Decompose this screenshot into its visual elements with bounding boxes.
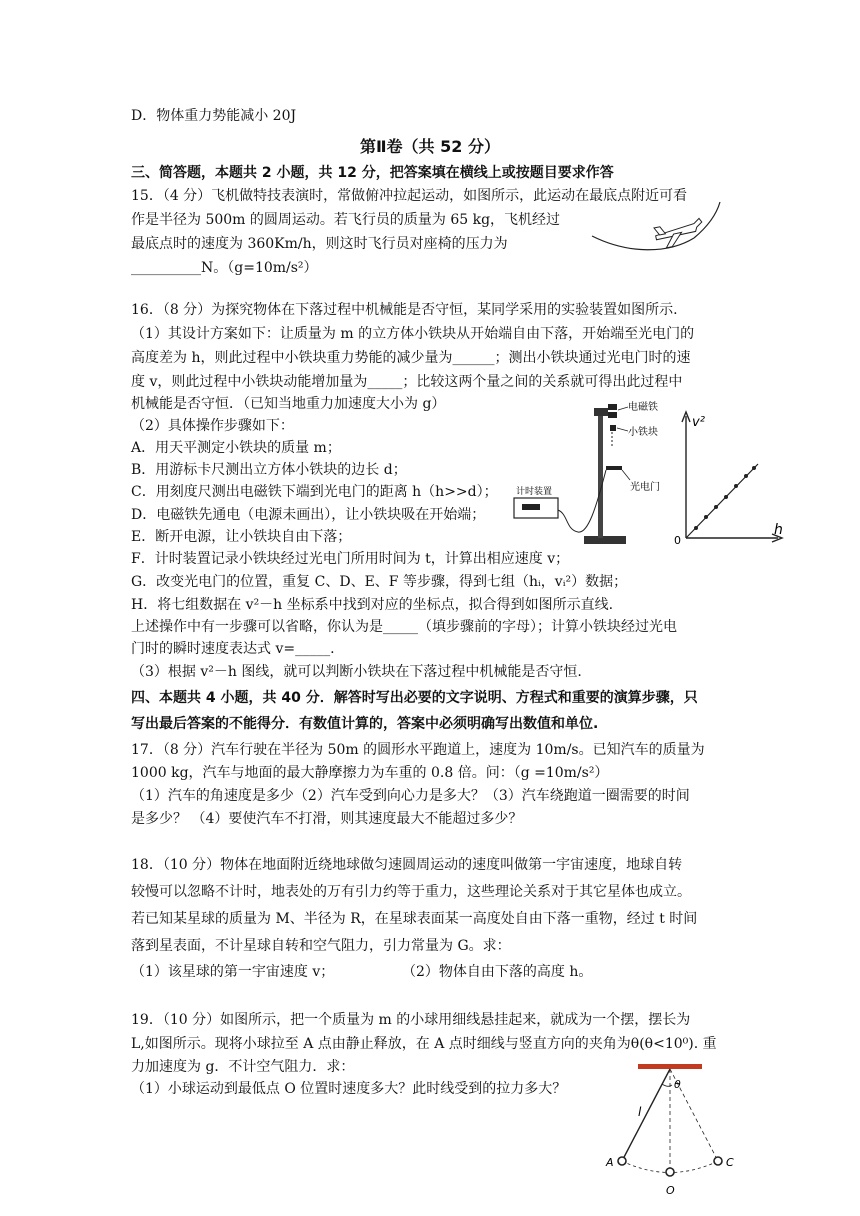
- q16-line9: （3）根据 v²－h 图线，就可以判断小铁块在下落过程中机械能是否守恒.: [131, 664, 582, 680]
- iron-block-label: 小铁块: [628, 427, 658, 438]
- part3-heading: 三、简答题，本题共 2 小题，共 12 分，把答案填在横线上或按题目要求作答: [131, 165, 614, 181]
- q16-line7: 上述操作中有一步骤可以省略，你认为是_____（填步骤前的字母）；计算小铁块经过光电: [131, 619, 677, 635]
- graph-origin: 0: [674, 534, 681, 547]
- point-a-label: A: [606, 1156, 614, 1169]
- q15-line4: __________N。（g=10m/s²）: [131, 260, 318, 276]
- photogate-icon: [606, 466, 622, 470]
- q16-line2: （1）其设计方案如下：让质量为 m 的立方体小铁块从开始端自由下落，开始端至光电门的: [131, 326, 695, 342]
- q16-step-h: H．将七组数据在 v²－h 坐标系中找到对应的坐标点，拟合得到如图所示直线.: [131, 597, 614, 613]
- q16-step-f: F．计时装置记录小铁块经过光电门所用时间为 t，计算出相应速度 v；: [131, 551, 570, 567]
- q18-question2: （2）物体自由下落的高度 h。: [402, 964, 593, 980]
- part4-heading-1: 四、本题共 4 小题，共 40 分．解答时写出必要的文字说明、方程式和重要的演算步骤，只: [131, 690, 698, 706]
- q16-line1: 16．（8 分）为探究物体在下落过程中机械能是否守恒，某同学采用的实验装置如图所示.: [131, 302, 678, 318]
- electromagnet-icon: [608, 404, 617, 418]
- graph-xlabel: h: [774, 522, 783, 538]
- q16-step-e: E．断开电源，让小铁块自由下落；: [131, 529, 352, 545]
- ball-o: [666, 1168, 674, 1176]
- q15-line1: 15．（4 分）飞机做特技表演时，常做俯冲拉起运动，如图所示，此运动在最底点附近可看: [131, 188, 688, 204]
- electromagnet-label: 电磁铁: [628, 402, 658, 413]
- ball-c: [714, 1157, 722, 1165]
- q18-question1: （1）该星球的第一宇宙速度 v；: [131, 964, 335, 980]
- point-o-label: O: [666, 1184, 675, 1197]
- v2-h-graph: [674, 406, 794, 548]
- ball-a: [618, 1157, 626, 1165]
- q16-line6: （2）具体操作步骤如下：: [131, 418, 294, 434]
- q17-line1: 17．（8 分）汽车行驶在半径为 50m 的圆形水平跑道上，速度为 10m/s。已知汽车的质量为: [131, 742, 705, 758]
- q19-line4: （1）小球运动到最低点 O 位置时速度多大？此时线受到的拉力多大？: [131, 1081, 567, 1097]
- graph-ylabel: v²: [692, 415, 705, 430]
- ceiling-bar: [638, 1064, 702, 1069]
- q16-line4: 度 v，则此过程中小铁块动能增加量为_____；比较这两个量之间的关系就可得出此过程中: [131, 374, 683, 390]
- length-label: l: [638, 1105, 642, 1119]
- q16-step-g: G．改变光电门的位置，重复 C、D、E、F 等步骤，得到七组（hᵢ，vᵢ²）数据；: [131, 574, 628, 590]
- airplane-figure: [588, 192, 728, 262]
- section-title: 第Ⅱ卷（共 52 分）: [360, 137, 500, 156]
- theta-label: θ: [674, 1078, 681, 1091]
- photogate-label: 光电门: [630, 482, 660, 493]
- q18-line2: 较慢可以忽略不计时，地表处的万有引力约等于重力，这些理论关系对于其它星体也成立。: [131, 884, 691, 900]
- q15-line2: 作是半径为 500m 的圆周运动。若飞行员的质量为 65 kg，飞机经过: [131, 212, 561, 228]
- option-d: D．物体重力势能减小 20J: [131, 108, 297, 124]
- q16-line8: 门时的瞬时速度表达式 v=_____.: [131, 641, 335, 657]
- q19-line3: 力加速度为 g．不计空气阻力．求：: [131, 1059, 355, 1075]
- q16-step-d: D．电磁铁先通电（电源未画出），让小铁块吸在开始端；: [131, 507, 486, 523]
- pendulum-figure: [598, 1060, 748, 1200]
- q15-line3: 最底点时的速度为 360Km/h，则这时飞行员对座椅的压力为: [131, 236, 508, 252]
- iron-block-icon: [610, 425, 616, 431]
- timer-label: 计时装置: [516, 487, 553, 497]
- q19-line1: 19．（10 分）如图所示，把一个质量为 m 的小球用细线悬挂起来，就成为一个摆，摆长为: [131, 1012, 691, 1028]
- q16-step-b: B．用游标卡尺测出立方体小铁块的边长 d；: [131, 462, 407, 478]
- q16-line3: 高度差为 h，则此过程中小铁块重力势能的减少量为______；测出小铁块通过光电门时的速: [131, 350, 691, 366]
- point-c-label: C: [726, 1156, 734, 1169]
- q17-line3: （1）汽车的角速度是多少（2）汽车受到向心力是多大？（3）汽车绕跑道一圈需要的时间: [131, 788, 690, 804]
- q18-line4: 落到星表面，不计星球自转和空气阻力，引力常量为 G。求：: [131, 938, 511, 954]
- q18-line1: 18．（10 分）物体在地面附近绕地球做匀速圆周运动的速度叫做第一宇宙速度，地球自转: [131, 857, 683, 873]
- part4-heading-2: 写出最后答案的不能得分．有数值计算的，答案中必须明确写出数值和单位.: [131, 716, 599, 732]
- q16-step-a: A．用天平测定小铁块的质量 m；: [131, 440, 341, 456]
- q16-line5: 机械能是否守恒．（已知当地重力加速度大小为 g）: [131, 396, 446, 412]
- q17-line4: 是多少？ （4）要使汽车不打滑，则其速度最大不能超过多少？: [131, 811, 523, 827]
- q19-line2: L,如图所示。现将小球拉至 A 点由静止释放，在 A 点时细线与竖直方向的夹角为θ(θ<10⁰). 重: [131, 1036, 717, 1052]
- q17-line2: 1000 kg，汽车与地面的最大静摩擦力为车重的 0.8 倍。问：（g =10m/s²）: [131, 765, 609, 781]
- apparatus-figure: [508, 398, 668, 558]
- q16-step-c: C．用刻度尺测出电磁铁下端到光电门的距离 h（h>>d）；: [131, 484, 498, 500]
- q18-line3: 若已知某星球的质量为 M、半径为 R，在星球表面某一高度处自由下落一重物，经过 t 时间: [131, 911, 698, 927]
